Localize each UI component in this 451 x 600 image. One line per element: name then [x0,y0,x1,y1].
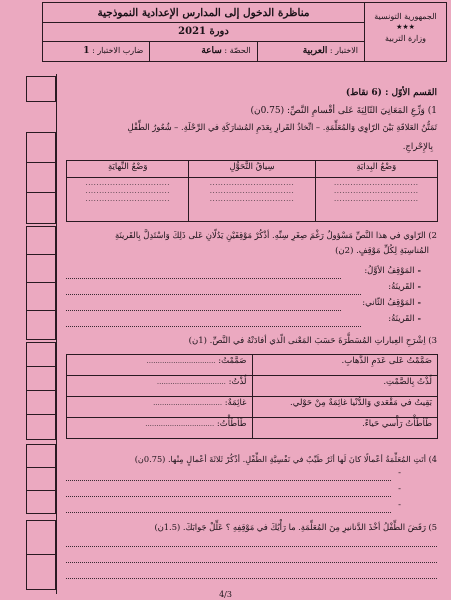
q2-prompt: 2) الرّاوي في هذا النَّصِّ مَسْؤولٌ رَغْمَ صِغَرِ سِنِّهِ. أذْكُرْ مَوْقِفَيْنِ يَدُلّانِ عَلى ذَلِكَ وَاسْتَدِلَّ بِالقَرينَةِ [114,230,437,240]
q1-table [66,160,438,222]
q1-prompt: 1) وَزِّعِ المَعَانِيَ التّالِيَةَ عَلى أقْسامِ النَّصِّ: (0.75ن) [250,106,437,116]
q1-col-start: وَضْعُ البِدايَةِ [315,161,437,178]
q4-answer-2[interactable] [66,496,391,497]
q2-item-2: - القَرينَةُ: [388,282,421,292]
margin-line [56,74,57,594]
table-row [67,418,438,439]
q3-answer-1[interactable]: صَمَّمْتُ: ............................... [67,355,253,376]
q1-line2: بِالإِحْراجِ. [402,142,433,152]
q1-col-turn: سِياقُ التَّحَوُّلِ [189,161,315,178]
exam-subject: الاختبار : العربية [302,46,358,56]
q1-answer-start[interactable]: ............................... ............................... ............................... [315,178,437,222]
exam-coefficient: ضارب الاختبار : 1 [43,42,150,61]
grade-box-1 [26,76,56,102]
ministry-label: وزارة التربية [385,34,426,43]
q4-bullet-2: - [398,484,401,494]
republic-label: الجمهورية التونسية [374,12,437,21]
q2-answer-3[interactable] [66,310,341,311]
q1-line1: تَمَتُّنُ العَلاقَةِ بَيْنَ الرّاوِي وَالمُعَلِّمَةِ. – اتِّخاذُ القَرارِ بِعَدَمِ المُشارَكَةِ في الرِّحْلَةِ. – شُعُورُ الطِّفْلِ [127,122,437,132]
q3-answer-2[interactable]: لُذْتُ: ............................... [67,376,253,397]
q4-answer-3[interactable] [66,512,391,513]
table-row [67,397,438,418]
q4-bullet-1: - [398,468,401,478]
q3-answer-4[interactable]: طَأطَأْتُ: ............................... [67,418,253,439]
grade-box-3 [26,226,56,340]
q5-answer-1[interactable] [66,546,437,547]
q3-sentence-2: لُذْتُ بِالصَّمْتِ. [252,376,438,397]
section-title: القسم الأوّل : (6 نقاط) [345,88,437,98]
table-row [67,376,438,397]
q3-sentence-3: بَقِيتُ في مَقْعَدي وَالدُّنْيا غائِمَةٌ مِنْ حَوْلي. [252,397,438,418]
q3-prompt: 3) اِشْرَحِ العِباراتِ المُسَطَّرَةَ حَسَبَ المَعْنى الّذي أفادَتْهُ في النَّصِّ. (1ن) [188,336,437,346]
q1-col-end: وَضْعُ النِّهايَةِ [67,161,189,178]
q2-answer-1[interactable] [66,278,341,279]
grade-box-2 [26,132,56,224]
q2-item-3: - المَوْقِفُ الثّاني: [362,298,421,308]
q2-item-4: - القَرينَةُ: [388,314,421,324]
q3-sentence-1: صَمَّمْتُ عَلى عَدَمِ الذَّهابِ. [252,355,438,376]
stars-emblem: ★★★ [396,23,415,31]
grade-box-5 [26,444,56,514]
exam-header [42,2,447,62]
q5-answer-2[interactable] [66,562,437,563]
q2-answer-2[interactable] [66,294,361,295]
q3-table [66,354,438,439]
q2-answer-4[interactable] [66,326,361,327]
q2-prompt-cont: المُناسِبَةِ لِكُلِّ مَوْقِفٍ. (2ن) [335,246,429,256]
q1-answer-end[interactable]: ............................... ............................... ............................... [67,178,189,222]
table-row [67,355,438,376]
q4-answer-1[interactable] [66,480,391,481]
exam-info-row [43,41,364,61]
grade-box-4 [26,342,56,440]
ministry-block [364,3,446,61]
grade-box-6 [26,520,56,590]
page-number: 4/3 [219,590,232,599]
q5-prompt: 5) رَفَضَ الطِّفْلُ أخْذَ الدَّنانيرِ مِنَ المُعَلِّمَةِ. ما رَأْيُكَ في مَوْقِفِهِ ؟ عَلِّلْ جَوابَكَ. (1.5ن) [154,522,437,532]
q1-answer-turn[interactable]: ............................... ............................... ............................... [189,178,315,222]
q5-answer-3[interactable] [66,578,437,579]
exam-duration: الحصّة : ساعة [150,42,257,61]
q3-sentence-4: طَأطَأْتُ رَأْسي حَياءً. [252,418,438,439]
q2-item-1: - المَوْقِفُ الأوَّلُ: [364,266,421,276]
q4-bullet-3: - [398,500,401,510]
q3-answer-3[interactable]: غائِمَةٌ: ............................... [67,397,253,418]
exam-session: دورة 2021 [178,26,229,37]
q4-prompt: 4) أتَتِ المُعَلِّمَةُ أعْمالًا كانَ لَها أثَرٌ طَيِّبٌ في نَفْسِيَّةِ الطِّفْلِ. أذْكُرْ ثَلاثَةَ أعْمالٍ مِنْها. (0.75ن) [134,454,437,464]
exam-title: مناظرة الدخول إلى المدارس الإعدادية النموذجية [43,3,364,23]
